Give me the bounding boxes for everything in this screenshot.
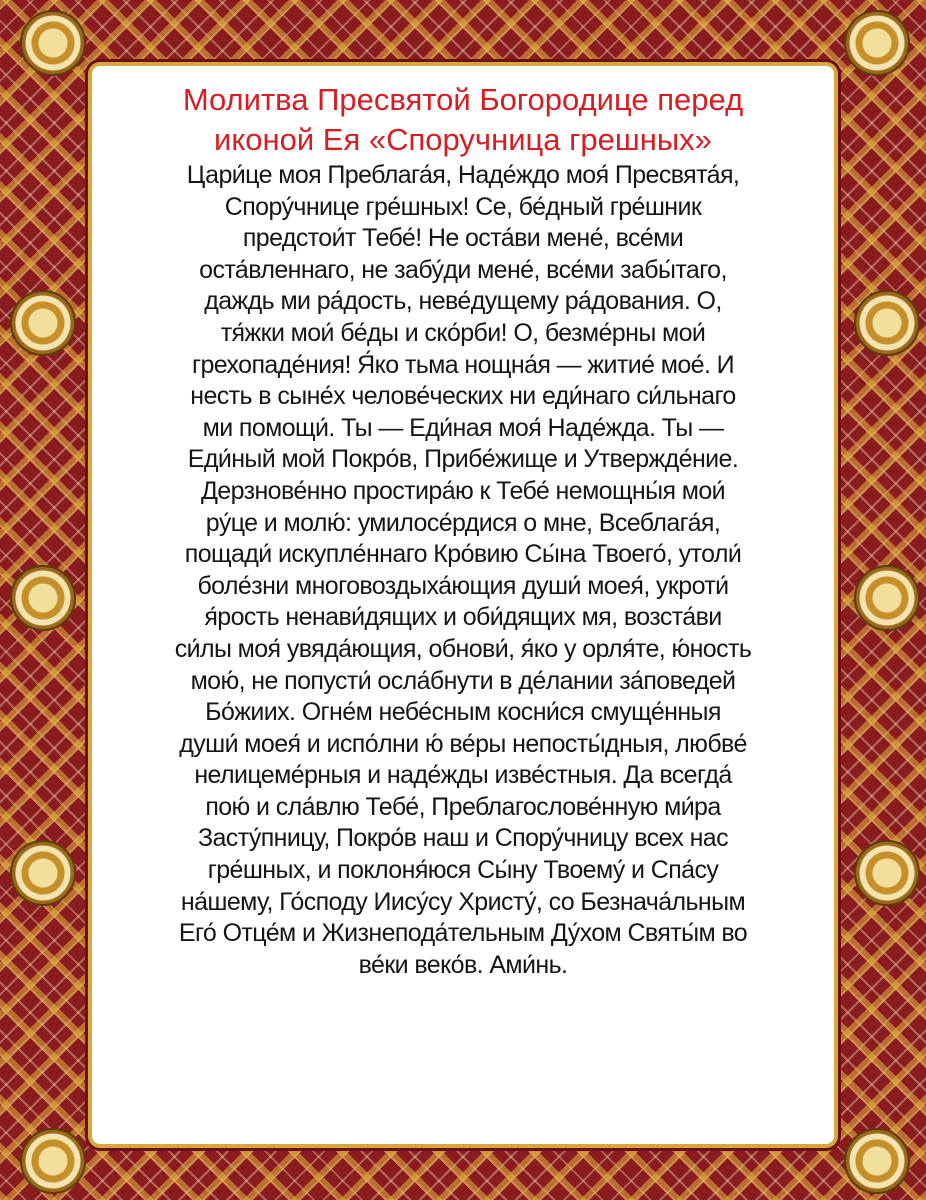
medallion-left-bottom-icon xyxy=(10,840,76,906)
prayer-line: несть в сыне́х челове́ческих ни еди́наго си́льнаго xyxy=(190,382,736,411)
prayer-line: ми помощи́. Ты — Еди́ная моя́ Наде́жда. Ты — xyxy=(202,413,724,442)
prayer-line: предстои́т Тебе́! Не оста́ви мене́, все́ми xyxy=(242,224,684,253)
medallion-left-top-icon xyxy=(10,290,76,356)
prayer-line: тя́жки мои́ бе́ды и ско́рби! О, безме́рны мои́ xyxy=(220,318,706,347)
prayer-line: ве́ки веко́в. Ами́нь. xyxy=(358,950,568,979)
prayer-line: пощади́ искупле́ннаго Кро́вию Сы́на Твоего́, утоли́ xyxy=(184,540,742,569)
prayer-text xyxy=(96,160,830,981)
prayer-line: пою́ и сла́влю Тебе́, Преблагослове́нную ми́ра xyxy=(205,792,721,821)
medallion-right-top-icon xyxy=(854,290,920,356)
prayer-line: нелицеме́рныя и наде́жды изве́стныя. Да всегда́ xyxy=(194,761,732,790)
medallion-top-right-icon xyxy=(844,10,910,76)
prayer-line: гре́шных, и поклоня́юся Сы́ну Твоему́ и Спа́су xyxy=(207,856,719,885)
prayer-line: Спору́чнице гре́шных! Се, бе́дный гре́шник xyxy=(224,192,702,221)
prayer-line: души́ моея́ и испо́лни ю́ ве́ры непосты́дныя, любве́ xyxy=(179,729,747,758)
title-line: Молитва Пресвятой Богородице перед xyxy=(182,82,744,117)
prayer-title xyxy=(92,80,834,160)
prayer-line: грехопаде́ния! Я́ко тьма нощна́я — житие́ мое́. И xyxy=(191,350,735,379)
prayer-line: Дерзнове́нно простира́ю к Тебе́ немощны́я мои́ xyxy=(200,476,726,505)
medallion-right-bottom-icon xyxy=(854,840,920,906)
prayer-line: Его́ Отце́м и Жизнепода́тельным Ду́хом Святы́м во xyxy=(178,919,748,948)
medallion-bottom-right-icon xyxy=(844,1128,910,1194)
prayer-line: оста́вленнаго, не забу́ди мене́, все́ми забы́таго, xyxy=(199,255,727,284)
prayer-line: на́шему, Го́споду Иису́су Христу́, со Безнача́льным xyxy=(180,887,746,916)
medallion-left-middle-icon xyxy=(10,565,76,631)
prayer-line: Засту́пницу, Покро́в наш и Спору́чницу всех нас xyxy=(197,824,728,853)
prayer-line: я́рость ненави́дящих и оби́дящих мя, возста́ви xyxy=(204,603,722,632)
prayer-line: мою́, не попусти́ осла́бнути в де́лании за́поведей xyxy=(190,666,736,695)
prayer-line: си́лы моя́ увяда́ющия, обнови́, я́ко у орля́те, ю́ность xyxy=(174,634,752,663)
prayer-line: боле́зни многовоздыха́ющия души́ моея́, укроти́ xyxy=(197,571,729,600)
prayer-line: Цари́це моя Преблага́я, Наде́ждо моя́ Пресвята́я, xyxy=(186,161,740,189)
prayer-line: Еди́ный мой Покро́в, Прибе́жище и Утвержде́ние. xyxy=(187,445,739,474)
title-line: иконой Ея «Споручница грешных» xyxy=(214,122,712,157)
prayer-line: Бо́жиих. Огне́м небе́сным косни́ся смуще́нныя xyxy=(205,698,721,727)
prayer-line: даждь ми ра́дость, неве́дущему ра́дования. О, xyxy=(204,287,722,316)
medallion-top-left-icon xyxy=(20,10,86,76)
medallion-right-middle-icon xyxy=(854,565,920,631)
medallion-bottom-left-icon xyxy=(20,1128,86,1194)
prayer-line: ру́це и молю́: умилосе́рдися о мне, Всеблага́я, xyxy=(205,508,721,537)
